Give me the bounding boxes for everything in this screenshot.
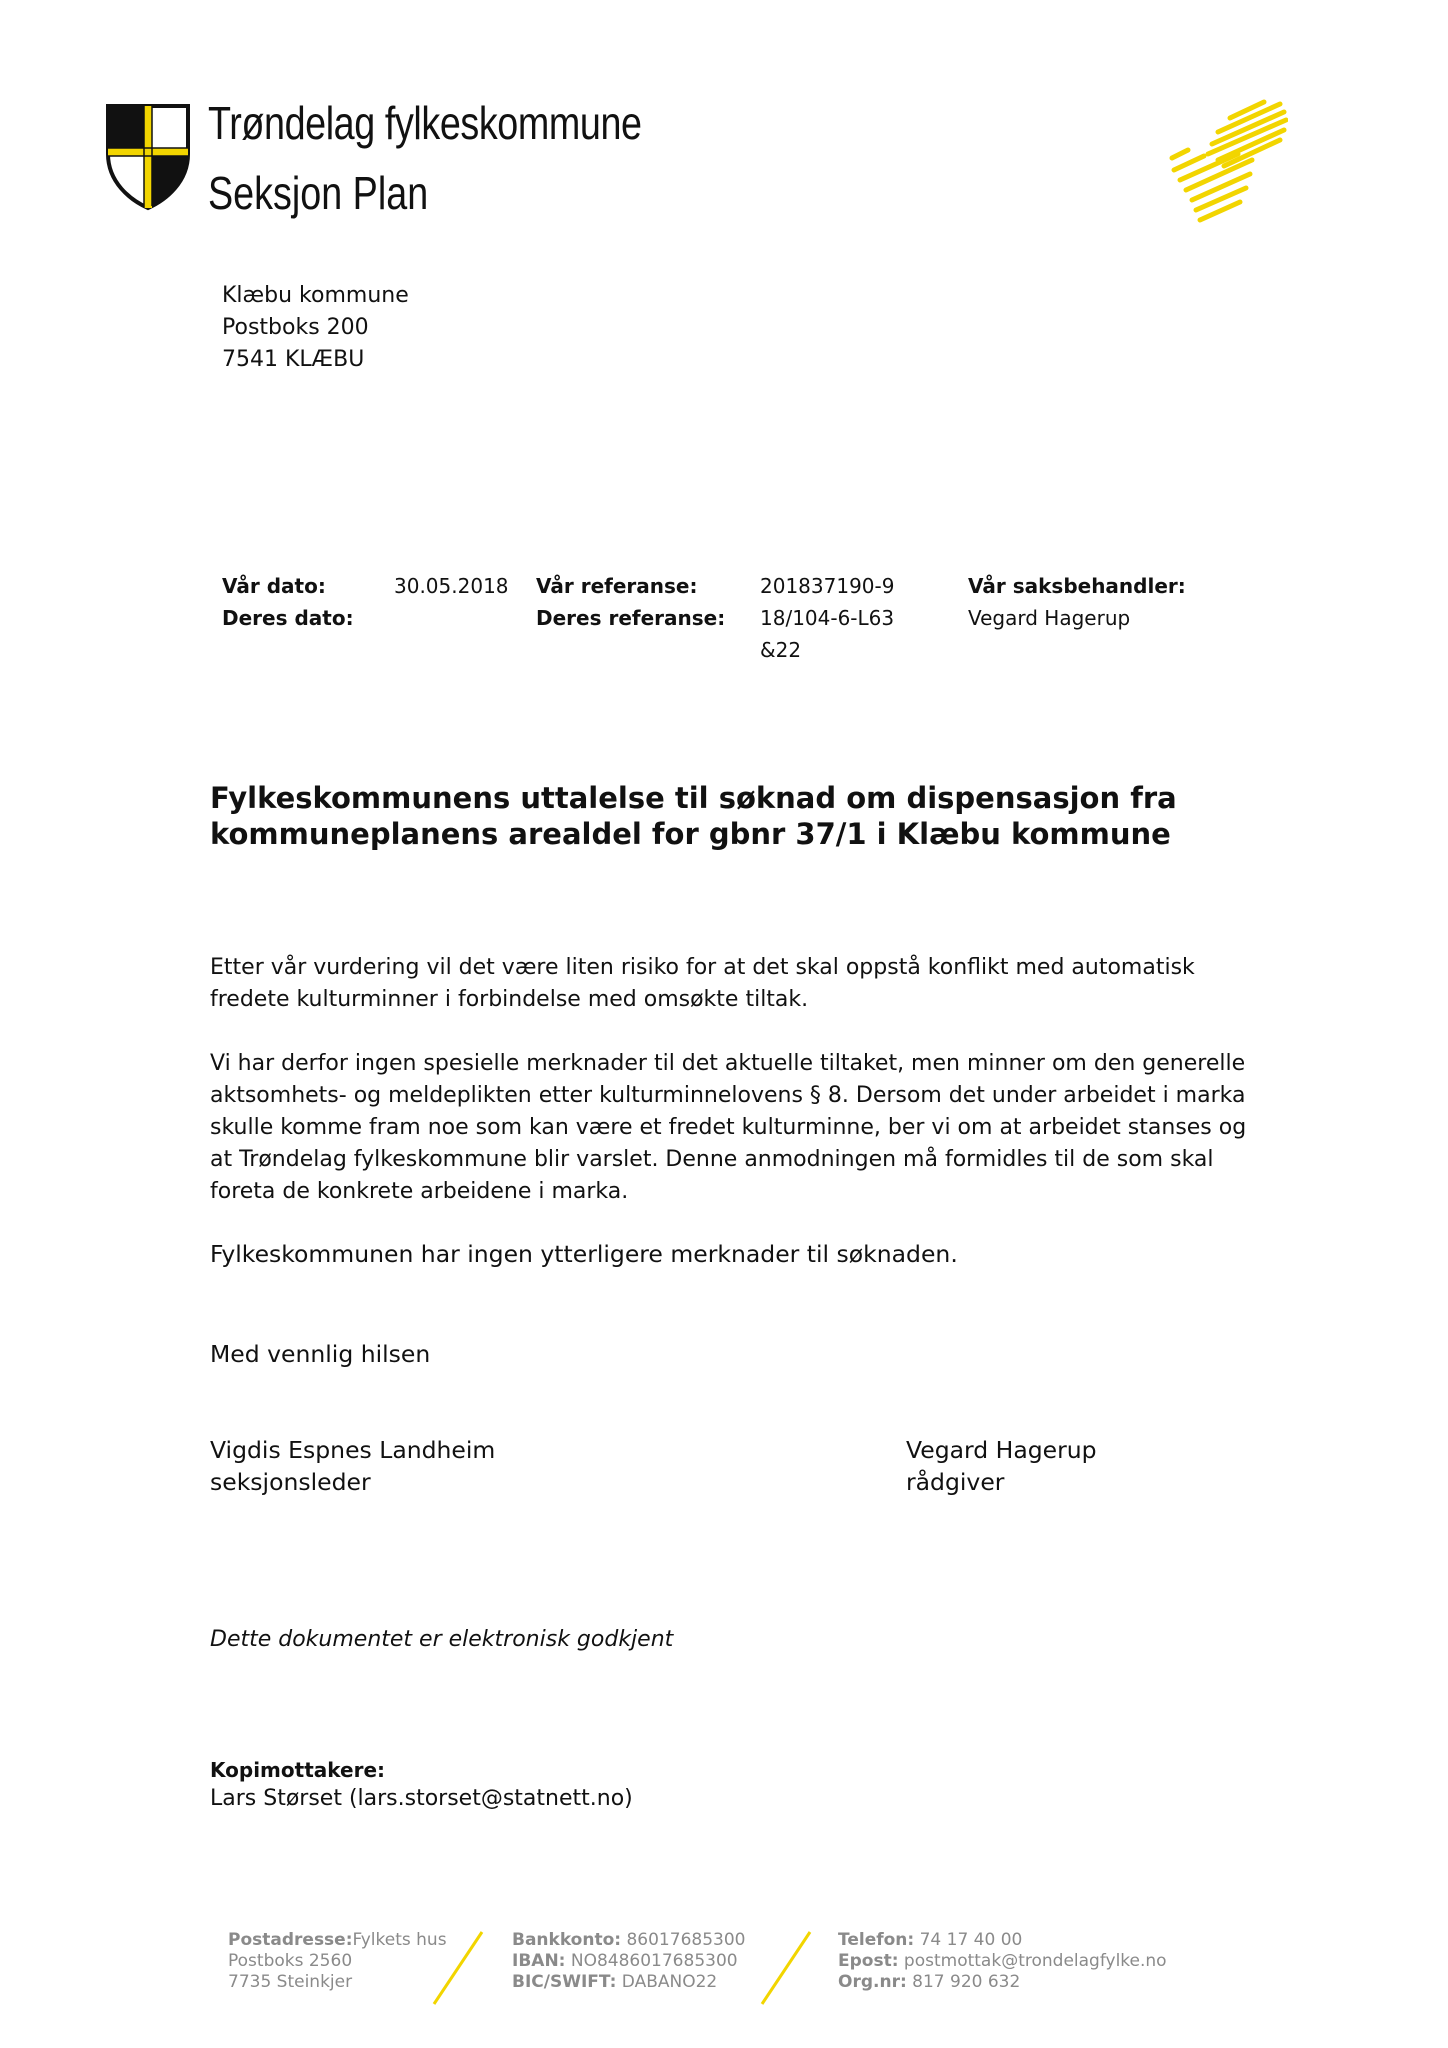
footer-bank-value: 86017685300: [626, 1930, 746, 1950]
closing-greeting: Med vennlig hilsen: [210, 1340, 431, 1368]
shield-logo-icon: [104, 102, 192, 212]
footer-phone-label: Telefon:: [838, 1930, 915, 1950]
electronic-approval-note: Dette dokumentet er elektronisk godkjent: [210, 1627, 674, 1652]
department-name: Seksjon Plan: [208, 167, 429, 219]
body-paragraph-3: Fylkeskommunen har ingen ytterligere merknader til søknaden.: [210, 1240, 958, 1268]
copy-recipients-label: Kopimottakere:: [210, 1758, 386, 1782]
footer-org-value: 817 920 632: [912, 1972, 1021, 1992]
our-ref-label: Vår referanse:: [536, 574, 698, 598]
brand-mark-icon: [1168, 98, 1288, 224]
footer-postal: [228, 1930, 447, 1993]
footer-email-value: postmottak@trondelagfylke.no: [903, 1951, 1167, 1971]
handler-label: Vår saksbehandler:: [968, 574, 1186, 598]
handler-value: Vegard Hagerup: [968, 606, 1131, 630]
footer-org-label: Org.nr:: [838, 1972, 907, 1992]
our-ref-value: 201837190-9: [760, 574, 895, 598]
your-ref-value-line1: 18/104-6-L63: [760, 606, 895, 630]
footer-phone-value: 74 17 40 00: [919, 1930, 1023, 1950]
footer-divider-slash-icon: [428, 1928, 488, 2008]
your-ref-value-line2: &22: [760, 638, 802, 662]
body-paragraph-1: Etter vår vurdering vil det være liten risiko for at det skal oppstå konflikt med automatisk fredete kulturminner i forbindelse med omsøkte tiltak.: [210, 955, 1195, 1012]
footer-iban-label: IBAN:: [512, 1951, 566, 1971]
footer-bank-label: Bankkonto:: [512, 1930, 622, 1950]
signatory-2-role: rådgiver: [906, 1468, 1005, 1496]
copy-recipients-value: Lars Størset (lars.storset@statnett.no): [210, 1786, 633, 1811]
footer-postal-line3: 7735 Steinkjer: [228, 1972, 353, 1992]
footer-bank: [512, 1930, 745, 1993]
signatory-1-name: Vigdis Espnes Landheim: [210, 1436, 496, 1464]
footer-postal-value: Fylkets hus: [352, 1930, 447, 1950]
recipient-address-line2: 7541 KLÆBU: [222, 347, 365, 372]
footer-email-label: Epost:: [838, 1951, 899, 1971]
footer-iban-value: NO8486017685300: [570, 1951, 738, 1971]
your-ref-label: Deres referanse:: [536, 606, 726, 630]
footer-bic-label: BIC/SWIFT:: [512, 1972, 617, 1992]
footer-bic-value: DABANO22: [621, 1972, 718, 1992]
recipient-address-line1: Postboks 200: [222, 315, 369, 340]
our-date-label: Vår dato:: [222, 574, 326, 598]
letter-title: Fylkeskommunens uttalelse til søknad om dispensasjon fra kommuneplanens arealdel for gbnr 37/1 i Klæbu kommune: [210, 781, 1177, 851]
footer-divider-slash-icon: [756, 1928, 816, 2008]
your-date-label: Deres dato:: [222, 606, 354, 630]
our-date-value: 30.05.2018: [394, 574, 509, 598]
org-name: Trøndelag fylkeskommune: [208, 97, 642, 149]
signatory-1-role: seksjonsleder: [210, 1468, 371, 1496]
footer-postal-line2: Postboks 2560: [228, 1951, 353, 1971]
body-paragraph-2: Vi har derfor ingen spesielle merknader til det aktuelle tiltaket, men minner om den generelle aktsomhets- og meldeplikten etter kulturminnelovens § 8. Dersom det under arbeidet i marka skulle komme fram noe som kan være et fredet kulturminne, ber vi om at arbeidet stanses og at Trøndelag fylkeskommune blir varslet. Denne anmodningen må formidles til de som skal foreta de konkrete arbeidene i marka.: [210, 1051, 1247, 1204]
footer-postal-label: Postadresse:: [228, 1930, 353, 1950]
signatory-2-name: Vegard Hagerup: [906, 1436, 1097, 1464]
footer-contact: [838, 1930, 1167, 1993]
recipient-name: Klæbu kommune: [222, 283, 409, 308]
